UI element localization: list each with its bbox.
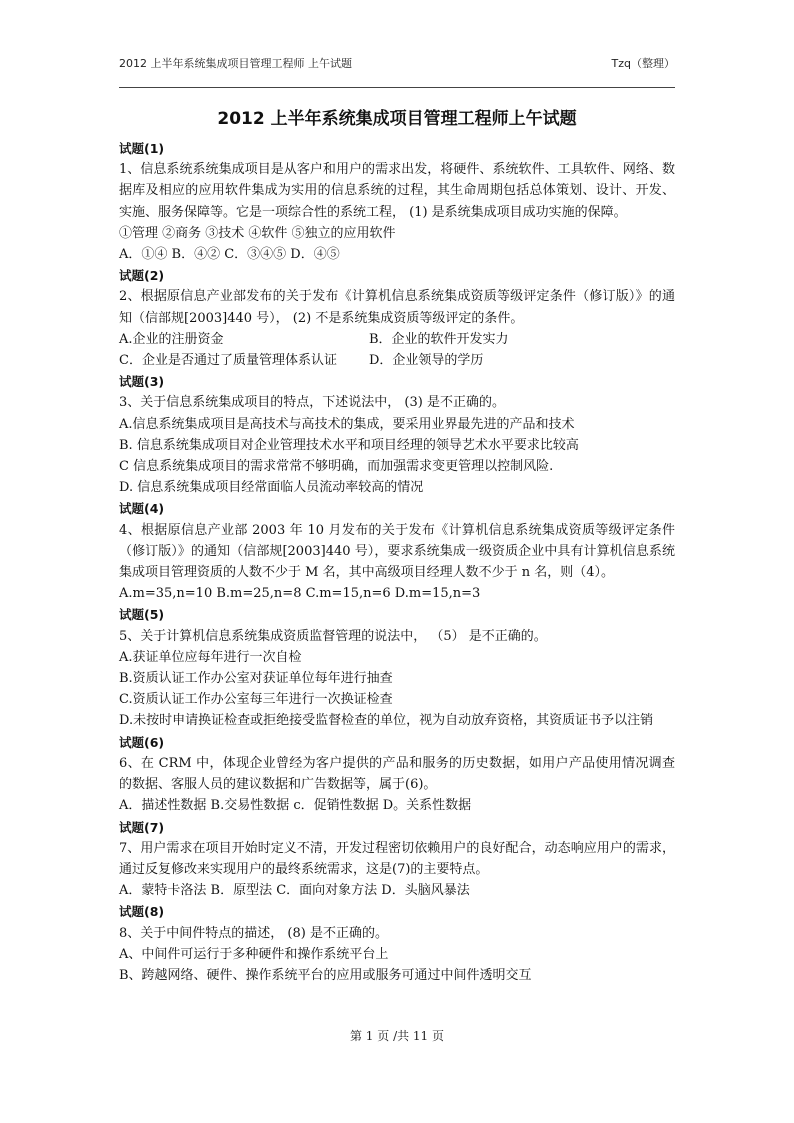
option-a: A.获证单位应每年进行一次自检 bbox=[119, 649, 302, 665]
answer-options-row bbox=[119, 329, 675, 350]
header-author: Tzq（整理） bbox=[611, 57, 675, 70]
answer-options: A．蒙特卡洛法 B．原型法 C．面向对象方法 D．头脑风暴法 bbox=[119, 883, 470, 899]
answer-options: A．描述性数据 B.交易性数据 c．促销性数据 D。关系性数据 bbox=[119, 798, 472, 814]
header-title: 2012 上半年系统集成项目管理工程师 上午试题 bbox=[119, 57, 352, 70]
option-a: A.企业的注册资金 bbox=[119, 331, 224, 347]
question-list bbox=[119, 138, 675, 986]
question-stem: 5、关于计算机信息系统集成资质监督管理的说法中， （5） 是不正确的。 bbox=[119, 628, 547, 644]
page-title: 2012 上半年系统集成项目管理工程师上午试题 bbox=[217, 109, 577, 129]
answer-options: A.m=35,n=10 B.m=25,n=8 C.m=15,n=6 D.m=15,n=3 bbox=[119, 586, 481, 602]
option-c: C 信息系统集成项目的需求常常不够明确，而加强需求变更管理以控制风险. bbox=[119, 459, 554, 475]
question-heading: 试题(1) bbox=[119, 141, 165, 156]
question-stem: 7、用户需求在项目开始时定义不清，开发过程密切依赖用户的良好配合，动态响应用户的需求，通过反复修改来实现用户的最终系统需求，这是(7)的主要特点。 bbox=[119, 840, 675, 877]
option-d: D．企业领导的学历 bbox=[369, 353, 484, 369]
question-stem: 4、根据原信息产业部 2003 年 10 月发布的关于发布《计算机信息系统集成资质等级评定条件（修订版）》的通知（信部规[2003]440 号），要求系统集成一级资质企业中具有计算机信息系统集成项目管理资质的人数不少于 M 名，其中高级项目经理人数不少于 n 名，则（4）。 bbox=[119, 522, 675, 581]
option-d: D.未按时申请换证检查或拒绝接受监督检查的单位，视为自动放弃资格，其资质证书予以注销 bbox=[119, 713, 654, 729]
question-heading: 试题(5) bbox=[119, 607, 165, 623]
option-c: C．企业是否通过了质量管理体系认证 bbox=[119, 353, 337, 369]
option-d: D. 信息系统集成项目经常面临人员流动率较高的情况 bbox=[119, 480, 424, 496]
question-heading: 试题(3) bbox=[119, 374, 165, 390]
answer-options: A．①④ B．④② C．③④⑤ D．④⑤ bbox=[119, 247, 340, 263]
question-stem: 1、信息系统系统集成项目是从客户和用户的需求出发，将硬件、系统软件、工具软件、网络、数据库及相应的应用软件集成为实用的信息系统的过程，其生命周期包括总体策划、设计、开发、实施、服务保障等。它是一项综合性的系统工程， (1) 是系统集成项目成功实施的保障。 bbox=[119, 162, 675, 220]
running-header bbox=[119, 55, 675, 75]
item-list: ①管理 ②商务 ③技术 ④软件 ⑤独立的应用软件 bbox=[119, 225, 396, 241]
option-b: B.资质认证工作办公室对获证单位每年进行抽查 bbox=[119, 671, 393, 687]
option-a: A.信息系统集成项目是高技术与高技术的集成，要采用业界最先进的产品和技术 bbox=[119, 416, 575, 432]
question-stem: 6、在 CRM 中，体现企业曾经为客户提供的产品和服务的历史数据，如用户产品使用情况调查的数据、客服人员的建议数据和广告数据等，属于(6)。 bbox=[119, 755, 675, 793]
question-heading: 试题(6) bbox=[119, 734, 165, 750]
question-stem: 8、关于中间件特点的描述， (8) 是不正确的。 bbox=[119, 925, 388, 941]
question-heading: 试题(4) bbox=[119, 501, 165, 517]
answer-options-row bbox=[119, 350, 675, 371]
question-heading: 试题(2) bbox=[119, 268, 165, 284]
option-b: B、跨越网络、硬件、操作系统平台的应用或服务可通过中间件透明交互 bbox=[119, 967, 532, 983]
option-c: C.资质认证工作办公室每三年进行一次换证检查 bbox=[119, 692, 393, 708]
option-a: A、中间件可运行于多种硬件和操作系统平台上 bbox=[119, 946, 389, 962]
question-stem: 2、根据原信息产业部发布的关于发布《计算机信息系统集成资质等级评定条件（修订版）》的通知（信部规[2003]440 号）， (2) 不是系统集成资质等级评定的条件。 bbox=[119, 289, 675, 326]
option-b: B. 信息系统集成项目对企业管理技术水平和项目经理的领导艺术水平要求比较高 bbox=[119, 437, 579, 453]
question-heading: 试题(8) bbox=[119, 904, 165, 920]
option-b: B．企业的软件开发实力 bbox=[369, 331, 509, 347]
question-heading: 试题(7) bbox=[119, 819, 165, 835]
question-stem: 3、关于信息系统集成项目的特点，下述说法中， (3) 是不正确的。 bbox=[119, 395, 505, 411]
header-divider bbox=[119, 87, 675, 88]
page-number: 第 1 页 /共 11 页 bbox=[349, 1029, 445, 1043]
